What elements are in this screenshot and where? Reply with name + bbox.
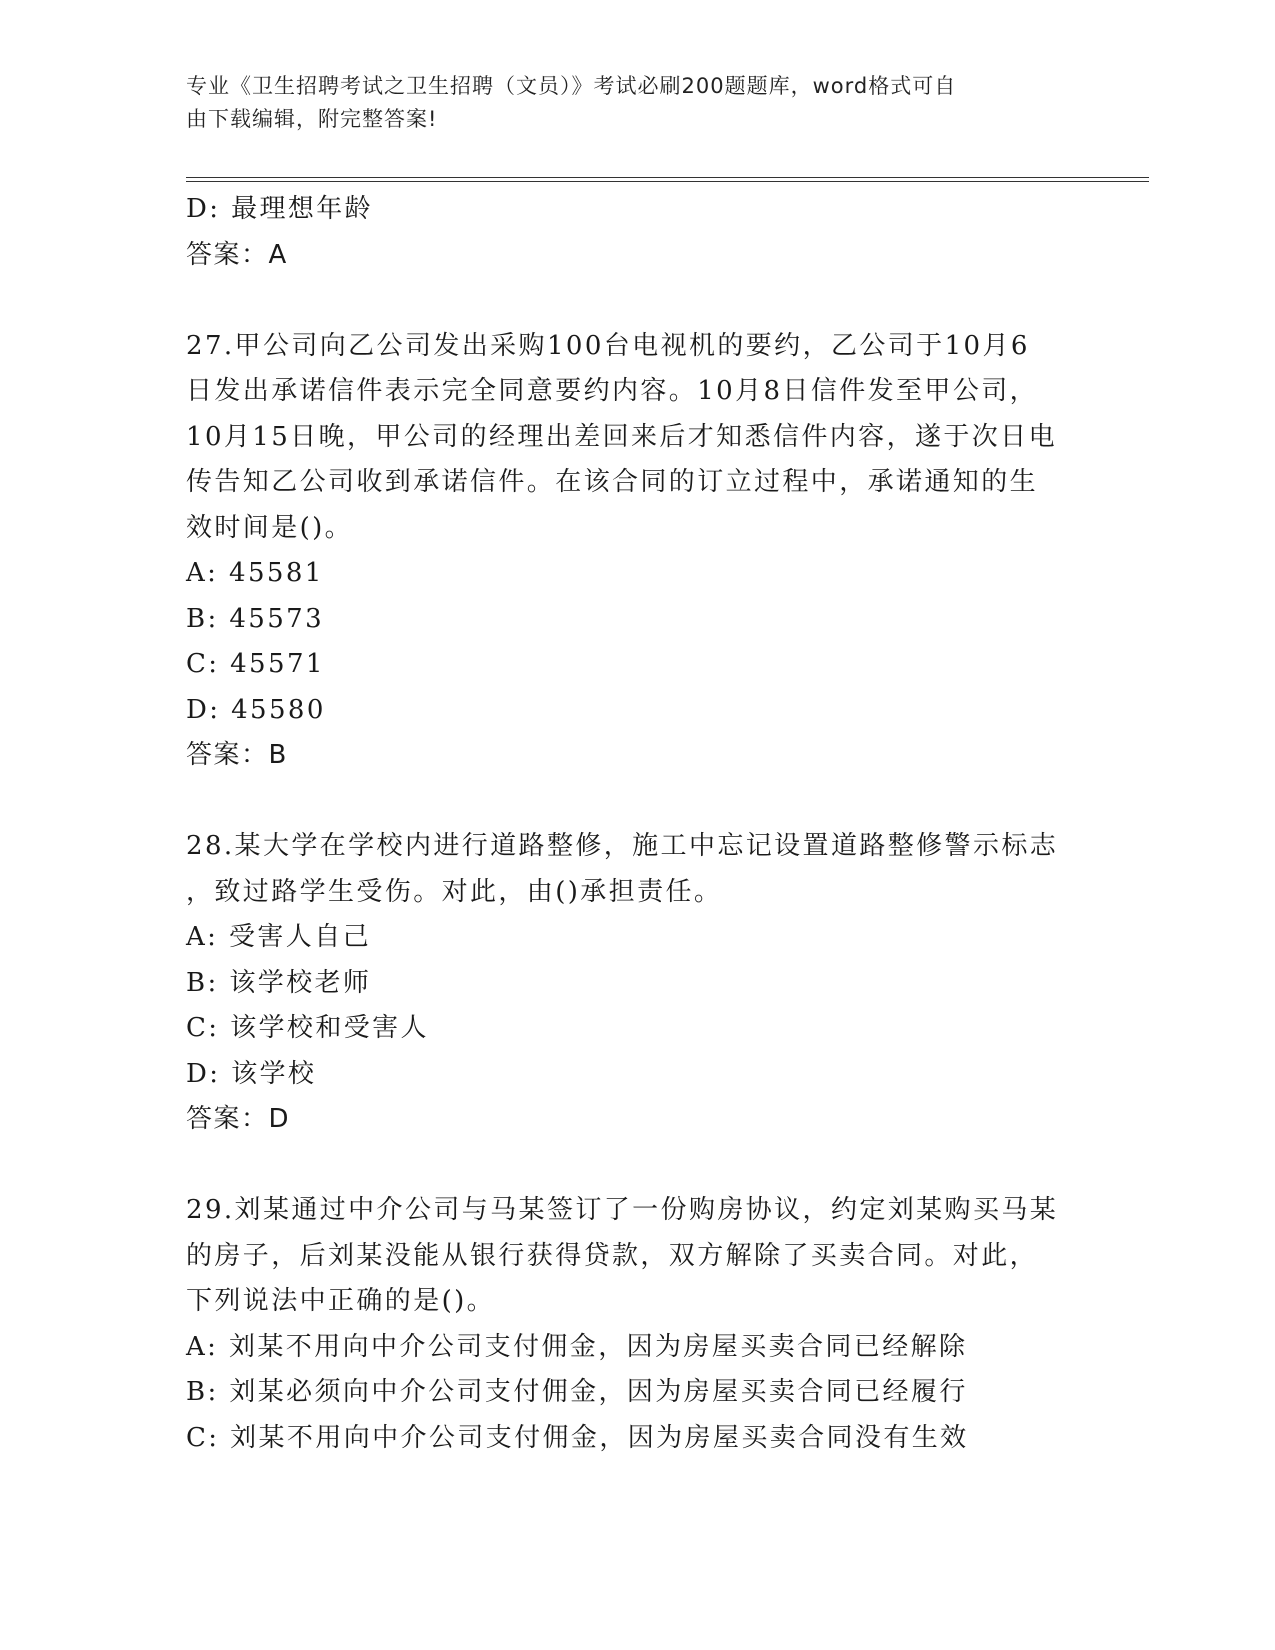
- option-c: C: 该学校和受害人: [186, 1013, 429, 1043]
- question-29: [186, 1188, 1086, 1461]
- option-a: A: 受害人自己: [186, 922, 372, 952]
- page-header: [186, 70, 1066, 136]
- option-b: B: 刘某必须向中介公司支付佣金，因为房屋买卖合同已经履行: [186, 1377, 968, 1407]
- question-text-line: 28.某大学在学校内进行道路整修，施工中忘记设置道路整修警示标志: [186, 831, 1059, 861]
- option-b: B: 该学校老师: [186, 967, 372, 998]
- question-text-line: 的房子，后刘某没能从银行获得贷款，双方解除了买卖合同。对此，: [186, 1240, 1039, 1271]
- option-a: A: 刘某不用向中介公司支付佣金，因为房屋买卖合同已经解除: [186, 1331, 968, 1362]
- question-text-line: ，致过路学生受伤。对此，由()承担责任。: [186, 876, 723, 907]
- option-b: B: 45573: [186, 603, 325, 634]
- header-divider: [186, 177, 1149, 182]
- option-d: D: 最理想年龄: [186, 194, 374, 224]
- question-text-line: 传告知乙公司收到承诺信件。在该合同的订立过程中，承诺通知的生: [186, 467, 1039, 497]
- question-text-line: 27.甲公司向乙公司发出采购100台电视机的要约，乙公司于10月6: [186, 330, 1030, 361]
- answer-line: 答案：D: [186, 1104, 291, 1134]
- document-body: [186, 187, 1086, 1461]
- header-line-1: 专业《卫生招聘考试之卫生招聘（文员）》考试必刷200题题库，word格式可自: [186, 74, 957, 98]
- question-28: [186, 824, 1086, 1143]
- question-text-line: 下列说法中正确的是()。: [186, 1286, 496, 1316]
- option-c: C: 45571: [186, 649, 325, 679]
- option-c: C: 刘某不用向中介公司支付佣金，因为房屋买卖合同没有生效: [186, 1422, 969, 1453]
- previous-question-tail: [186, 187, 1086, 278]
- answer-line: 答案：A: [186, 239, 288, 270]
- header-line-2: 由下载编辑，附完整答案!: [186, 107, 438, 131]
- option-d: D: 45580: [186, 694, 326, 725]
- question-text-line: 10月15日晚，甲公司的经理出差回来后才知悉信件内容，遂于次日电: [186, 421, 1057, 452]
- question-text-line: 日发出承诺信件表示完全同意要约内容。10月8日信件发至甲公司，: [186, 376, 1039, 406]
- option-a: A: 45581: [186, 558, 324, 588]
- question-27: [186, 324, 1086, 779]
- question-text-line: 效时间是()。: [186, 512, 354, 543]
- option-d: D: 该学校: [186, 1058, 317, 1089]
- answer-line: 答案：B: [186, 740, 288, 770]
- question-text-line: 29.刘某通过中介公司与马某签订了一份购房协议，约定刘某购买马某: [186, 1195, 1059, 1225]
